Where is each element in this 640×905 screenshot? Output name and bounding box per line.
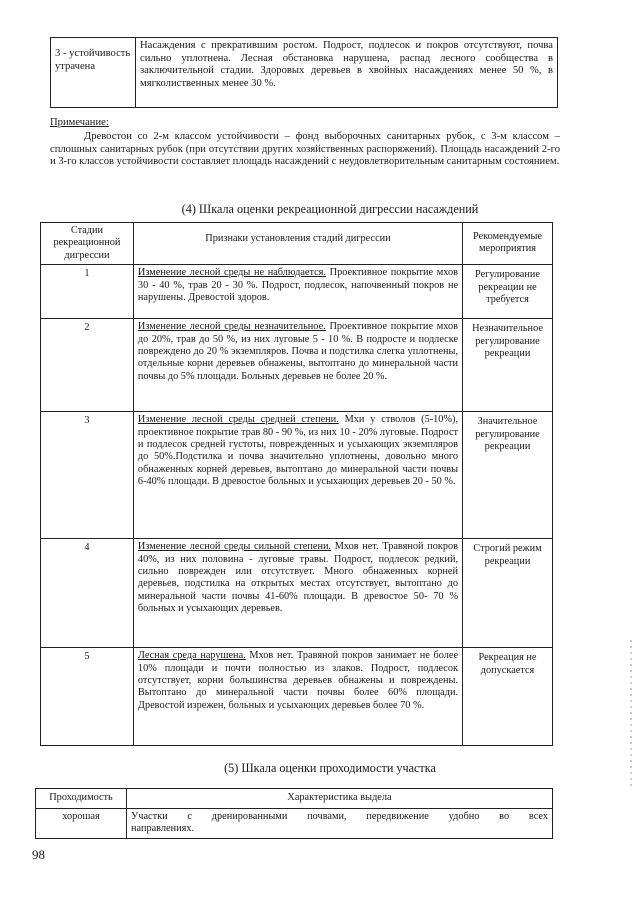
table-row: [41, 648, 553, 746]
signs-text: Проективное покрытие мхов до 20%, трав до 50 %, из них луговые 5 - 10 %. В подросте и подлеске повреждено до 20 % экземпляров. Почва и подстилка слегка уплотнены, отдельные корни деревьев обнажены, вытоптано до минеральной части почвы до 5% площади. Больных деревьев не более 20 %.: [137, 321, 459, 382]
note-text: Древостои со 2-м классом устойчивости – фонд выборочных санитарных рубок, с 3-м классом – сплошных санитарных рубок (при отсутствии других хозяйственных распоряжений). Площадь насаждений 2-го и 3-го классов устойчивости составляет площадь насаждений с неудовлетворительным санитарным состоянием.: [50, 130, 560, 168]
signs-text: Проективное покрытие мхов 30 - 40 %, трав 20 - 30 %. Подрост, подлесок, напочвенный покров не нарушены. Древостой здоров.: [137, 267, 459, 304]
signs-text: Мхов нет. Травяной покров 40%, из них половина - луговые травы. Подрост, подлесок редкий, сильно поврежден или отсутствует. Много обнаженных корней деревьев, подстилка на открытых местах отсутствует, вытоптано до минеральной части почвы 41-60% площади. В древостое 50- 70 % больных и усыхающих деревьев.: [137, 541, 459, 615]
table-row: [51, 38, 558, 108]
signs-text: Мхов нет. Травяной покров занимает не более 10% площади и почти полностью из злаков. Подрост, подлесок отсутствует, корни большинства деревьев обнажены и повреждены. Вытоптано до минеральной части почвы более 60% площади. Древостой изрежен, больных и усыхающих деревьев более 70 %.: [137, 650, 459, 711]
page-number: 98: [32, 847, 45, 862]
header-measures: Рекомендуемые мероприятия: [463, 223, 553, 265]
stage-cell: 3: [41, 412, 134, 539]
note-label: Примечание:: [50, 117, 109, 128]
scan-margin-marks: [630, 640, 632, 790]
signs-text: Мхи у стволов (5-10%), проективное покрытие трав 80 - 90 %, из них 10 - 20% луговые. Подрост и подлесок средней густоты, поврежденных и усыхающих экземпляров до 50%.Подстилка и почва значительно уплотнены, довольно много обнаженных корней деревьев, вытоптано до минеральной части почвы 6-40% площади. В древостое больных и усыхающих деревьев 20 - 50 %.: [137, 414, 459, 488]
table-row: [41, 319, 553, 412]
characteristic-line-2: направлениях.: [131, 823, 195, 835]
signs-lead: Изменение лесной среды сильной степени.: [137, 541, 332, 553]
stage-cell: 2: [41, 319, 134, 412]
stage-cell: 1: [41, 265, 134, 319]
table-row: [41, 265, 553, 319]
table-row: [36, 809, 553, 839]
section4-caption: (4) Шкала оценки рекреационной дигрессии насаждений: [181, 202, 479, 216]
characteristic-cell: [127, 809, 553, 839]
signs-cell: [133, 539, 462, 648]
stage-cell: 4: [41, 539, 134, 648]
header-characteristic: Характеристика выдела: [127, 789, 553, 809]
measure-cell: Строгий режим рекреации: [463, 539, 553, 648]
characteristic-line-1: Участки с дренированными почвами, передвижение удобно во всех: [131, 811, 548, 822]
signs-cell: [133, 319, 462, 412]
table-row: [41, 539, 553, 648]
stability-description-cell: Насаждения с прекратившим ростом. Подрост, подлесок и покров отсутствуют, почва сильно уплотнена. Лесная обстановка нарушена, распад лесного сообщества в заключительной стадии. Здоровых деревьев в хвойных насаждениях менее 50 %, в мягколиственных менее 30 %.: [136, 38, 558, 108]
measure-cell: Рекреация не допускается: [463, 648, 553, 746]
stability-table: [50, 37, 558, 108]
header-stages: Стадии рекреационной дигрессии: [41, 223, 134, 265]
header-signs: Признаки установления стадий дигрессии: [133, 223, 462, 265]
signs-cell: [133, 265, 462, 319]
measure-cell: Незначительное регулирование рекреации: [463, 319, 553, 412]
passability-table: [35, 788, 553, 839]
measure-cell: Регулирование рекреации не требуется: [463, 265, 553, 319]
table-row: [41, 412, 553, 539]
table-header-row: [36, 789, 553, 809]
signs-cell: [133, 412, 462, 539]
measure-cell: Значительное регулирование рекреации: [463, 412, 553, 539]
table-header-row: [41, 223, 553, 265]
note-block: [50, 117, 560, 169]
section5-caption: (5) Шкала оценки проходимости участка: [224, 761, 436, 775]
signs-lead: Лесная среда нарушена.: [137, 650, 246, 662]
signs-lead: Изменение лесной среды незначительное.: [137, 321, 326, 333]
digression-table: [40, 222, 553, 746]
signs-lead: Изменение лесной среды средней степени.: [137, 414, 339, 426]
stage-cell: 5: [41, 648, 134, 746]
passability-cell: хорошая: [36, 809, 127, 839]
signs-cell: [133, 648, 462, 746]
stability-class-cell: 3 - устойчивость утрачена: [51, 38, 136, 108]
signs-lead: Изменение лесной среды не наблюдается.: [137, 267, 326, 279]
header-passability: Проходимость: [36, 789, 127, 809]
